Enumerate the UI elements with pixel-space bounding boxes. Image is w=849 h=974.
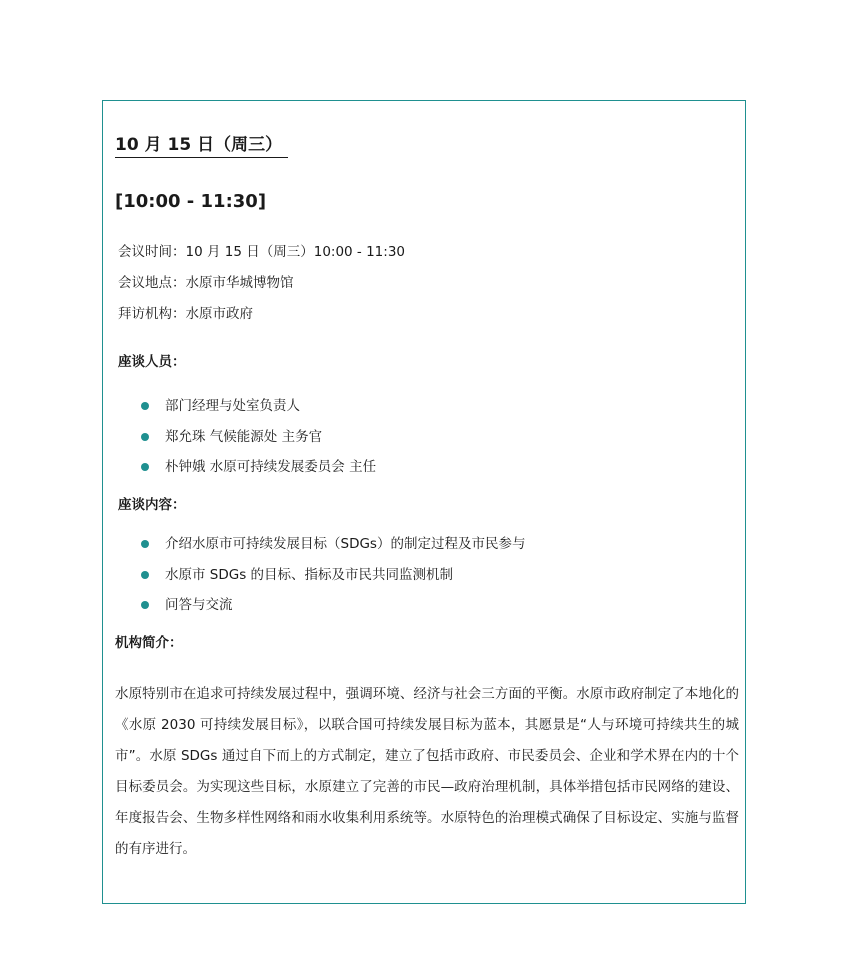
participant-text: 朴钟娥 水原可持续发展委员会 主任 bbox=[165, 459, 377, 475]
participant-item bbox=[141, 396, 300, 416]
meeting-location: 会议地点：水原市华城博物馆 bbox=[118, 275, 294, 291]
participant-item bbox=[141, 457, 376, 477]
date-heading: 10 月 15 日（周三） bbox=[115, 134, 288, 158]
content-text: 水原市 SDGs 的目标、指标及市民共同监测机制 bbox=[165, 567, 454, 583]
participant-text: 部门经理与处室负责人 bbox=[165, 398, 300, 414]
content-item bbox=[141, 565, 453, 585]
bullet-icon bbox=[141, 433, 149, 441]
content-label: 座谈内容： bbox=[118, 497, 186, 513]
meeting-time: 会议时间：10 月 15 日（周三）10:00 - 11:30 bbox=[118, 244, 405, 260]
bullet-icon bbox=[141, 540, 149, 548]
visiting-organization: 拜访机构：水原市政府 bbox=[118, 306, 253, 322]
participants-label: 座谈人员： bbox=[118, 354, 186, 370]
profile-label: 机构简介： bbox=[115, 635, 183, 651]
content-item bbox=[141, 595, 233, 615]
bullet-icon bbox=[141, 463, 149, 471]
participant-text: 郑允珠 气候能源处 主务官 bbox=[165, 429, 323, 445]
content-text: 介绍水原市可持续发展目标（SDGs）的制定过程及市民参与 bbox=[165, 536, 526, 552]
participant-item bbox=[141, 427, 322, 447]
content-item bbox=[141, 534, 525, 554]
meeting-card bbox=[102, 100, 746, 904]
organization-profile: 水原特别市在追求可持续发展过程中，强调环境、经济与社会三方面的平衡。水原市政府制定了本地化的《水原 2030 可持续发展目标》，以联合国可持续发展目标为蓝本，其愿景是“人与环境可持续共生的城市”。水原 SDGs 通过自下而上的方式制定，建立了包括市政府、市民委员会、企业和学术界在内的十个目标委员会。为实现这些目标，水原建立了完善的市民—政府治理机制，具体举措包括市民网络的建设、年度报告会、生物多样性网络和雨水收集利用系统等。水原特色的治理模式确保了目标设定、实施与监督的有序进行。 bbox=[115, 686, 739, 857]
bullet-icon bbox=[141, 402, 149, 410]
bullet-icon bbox=[141, 571, 149, 579]
bullet-icon bbox=[141, 601, 149, 609]
time-heading: [10:00 - 11:30] bbox=[115, 191, 267, 212]
content-text: 问答与交流 bbox=[165, 597, 233, 613]
